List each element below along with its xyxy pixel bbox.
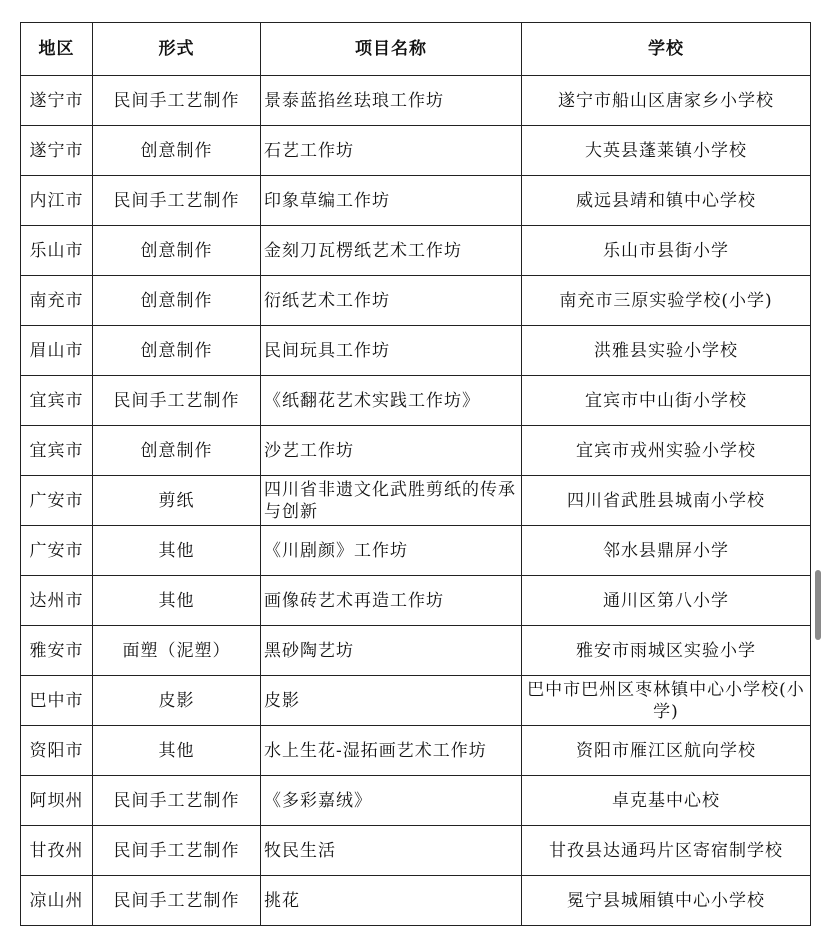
table-row (21, 76, 811, 126)
table-row (21, 626, 811, 676)
cell-form: 民间手工艺制作 (93, 76, 261, 126)
workshop-table-container (20, 22, 811, 926)
cell-region: 资阳市 (21, 726, 93, 776)
cell-region: 宜宾市 (21, 376, 93, 426)
cell-project: 衍纸艺术工作坊 (261, 276, 522, 326)
cell-school: 巴中市巴州区枣林镇中心小学校(小学) (522, 676, 811, 726)
table-row (21, 576, 811, 626)
cell-form: 皮影 (93, 676, 261, 726)
cell-school: 资阳市雁江区航向学校 (522, 726, 811, 776)
cell-school: 邻水县鼎屏小学 (522, 526, 811, 576)
table-row (21, 776, 811, 826)
cell-form: 创意制作 (93, 226, 261, 276)
cell-school: 大英县蓬莱镇小学校 (522, 126, 811, 176)
cell-school: 卓克基中心校 (522, 776, 811, 826)
table-row (21, 326, 811, 376)
header-form: 形式 (93, 23, 261, 76)
table-header (21, 23, 811, 76)
cell-project: 民间玩具工作坊 (261, 326, 522, 376)
cell-region: 巴中市 (21, 676, 93, 726)
cell-project: 景泰蓝掐丝珐琅工作坊 (261, 76, 522, 126)
table-row (21, 426, 811, 476)
cell-form: 民间手工艺制作 (93, 876, 261, 926)
header-school: 学校 (522, 23, 811, 76)
cell-form: 民间手工艺制作 (93, 376, 261, 426)
cell-project: 印象草编工作坊 (261, 176, 522, 226)
cell-region: 雅安市 (21, 626, 93, 676)
table-row (21, 526, 811, 576)
cell-region: 广安市 (21, 526, 93, 576)
table-row (21, 176, 811, 226)
cell-form: 创意制作 (93, 126, 261, 176)
cell-school: 宜宾市戎州实验小学校 (522, 426, 811, 476)
header-region: 地区 (21, 23, 93, 76)
cell-region: 乐山市 (21, 226, 93, 276)
cell-project: 石艺工作坊 (261, 126, 522, 176)
vertical-scrollbar-thumb[interactable] (815, 570, 821, 640)
cell-region: 凉山州 (21, 876, 93, 926)
cell-region: 广安市 (21, 476, 93, 526)
cell-form: 民间手工艺制作 (93, 176, 261, 226)
cell-form: 创意制作 (93, 326, 261, 376)
cell-project: 沙艺工作坊 (261, 426, 522, 476)
cell-project: 《川剧颜》工作坊 (261, 526, 522, 576)
cell-region: 阿坝州 (21, 776, 93, 826)
cell-school: 乐山市县街小学 (522, 226, 811, 276)
cell-region: 遂宁市 (21, 126, 93, 176)
table-row (21, 126, 811, 176)
cell-project: 画像砖艺术再造工作坊 (261, 576, 522, 626)
cell-region: 内江市 (21, 176, 93, 226)
cell-region: 眉山市 (21, 326, 93, 376)
cell-project: 挑花 (261, 876, 522, 926)
cell-region: 南充市 (21, 276, 93, 326)
cell-project: 《纸翻花艺术实践工作坊》 (261, 376, 522, 426)
cell-school: 宜宾市中山街小学校 (522, 376, 811, 426)
cell-project: 牧民生活 (261, 826, 522, 876)
cell-form: 创意制作 (93, 276, 261, 326)
header-row (21, 23, 811, 76)
table-row (21, 226, 811, 276)
cell-school: 威远县靖和镇中心学校 (522, 176, 811, 226)
cell-form: 民间手工艺制作 (93, 826, 261, 876)
workshop-table (20, 22, 811, 926)
cell-form: 面塑（泥塑） (93, 626, 261, 676)
cell-school: 冕宁县城厢镇中心小学校 (522, 876, 811, 926)
cell-form: 其他 (93, 526, 261, 576)
cell-project: 《多彩嘉绒》 (261, 776, 522, 826)
cell-project: 水上生花-湿拓画艺术工作坊 (261, 726, 522, 776)
cell-region: 宜宾市 (21, 426, 93, 476)
cell-form: 其他 (93, 726, 261, 776)
table-row (21, 476, 811, 526)
cell-project: 皮影 (261, 676, 522, 726)
cell-school: 洪雅县实验小学校 (522, 326, 811, 376)
cell-project: 四川省非遗文化武胜剪纸的传承与创新 (261, 476, 522, 526)
cell-school: 南充市三原实验学校(小学) (522, 276, 811, 326)
cell-form: 创意制作 (93, 426, 261, 476)
header-project: 项目名称 (261, 23, 522, 76)
cell-school: 雅安市雨城区实验小学 (522, 626, 811, 676)
table-body (21, 76, 811, 926)
cell-school: 通川区第八小学 (522, 576, 811, 626)
cell-region: 遂宁市 (21, 76, 93, 126)
cell-region: 甘孜州 (21, 826, 93, 876)
cell-form: 剪纸 (93, 476, 261, 526)
cell-project: 金刻刀瓦楞纸艺术工作坊 (261, 226, 522, 276)
cell-form: 民间手工艺制作 (93, 776, 261, 826)
cell-school: 遂宁市船山区唐家乡小学校 (522, 76, 811, 126)
table-row (21, 276, 811, 326)
table-row (21, 826, 811, 876)
cell-school: 四川省武胜县城南小学校 (522, 476, 811, 526)
table-row (21, 876, 811, 926)
table-row (21, 376, 811, 426)
table-row (21, 676, 811, 726)
cell-project: 黑砂陶艺坊 (261, 626, 522, 676)
cell-school: 甘孜县达通玛片区寄宿制学校 (522, 826, 811, 876)
cell-region: 达州市 (21, 576, 93, 626)
table-row (21, 726, 811, 776)
cell-form: 其他 (93, 576, 261, 626)
